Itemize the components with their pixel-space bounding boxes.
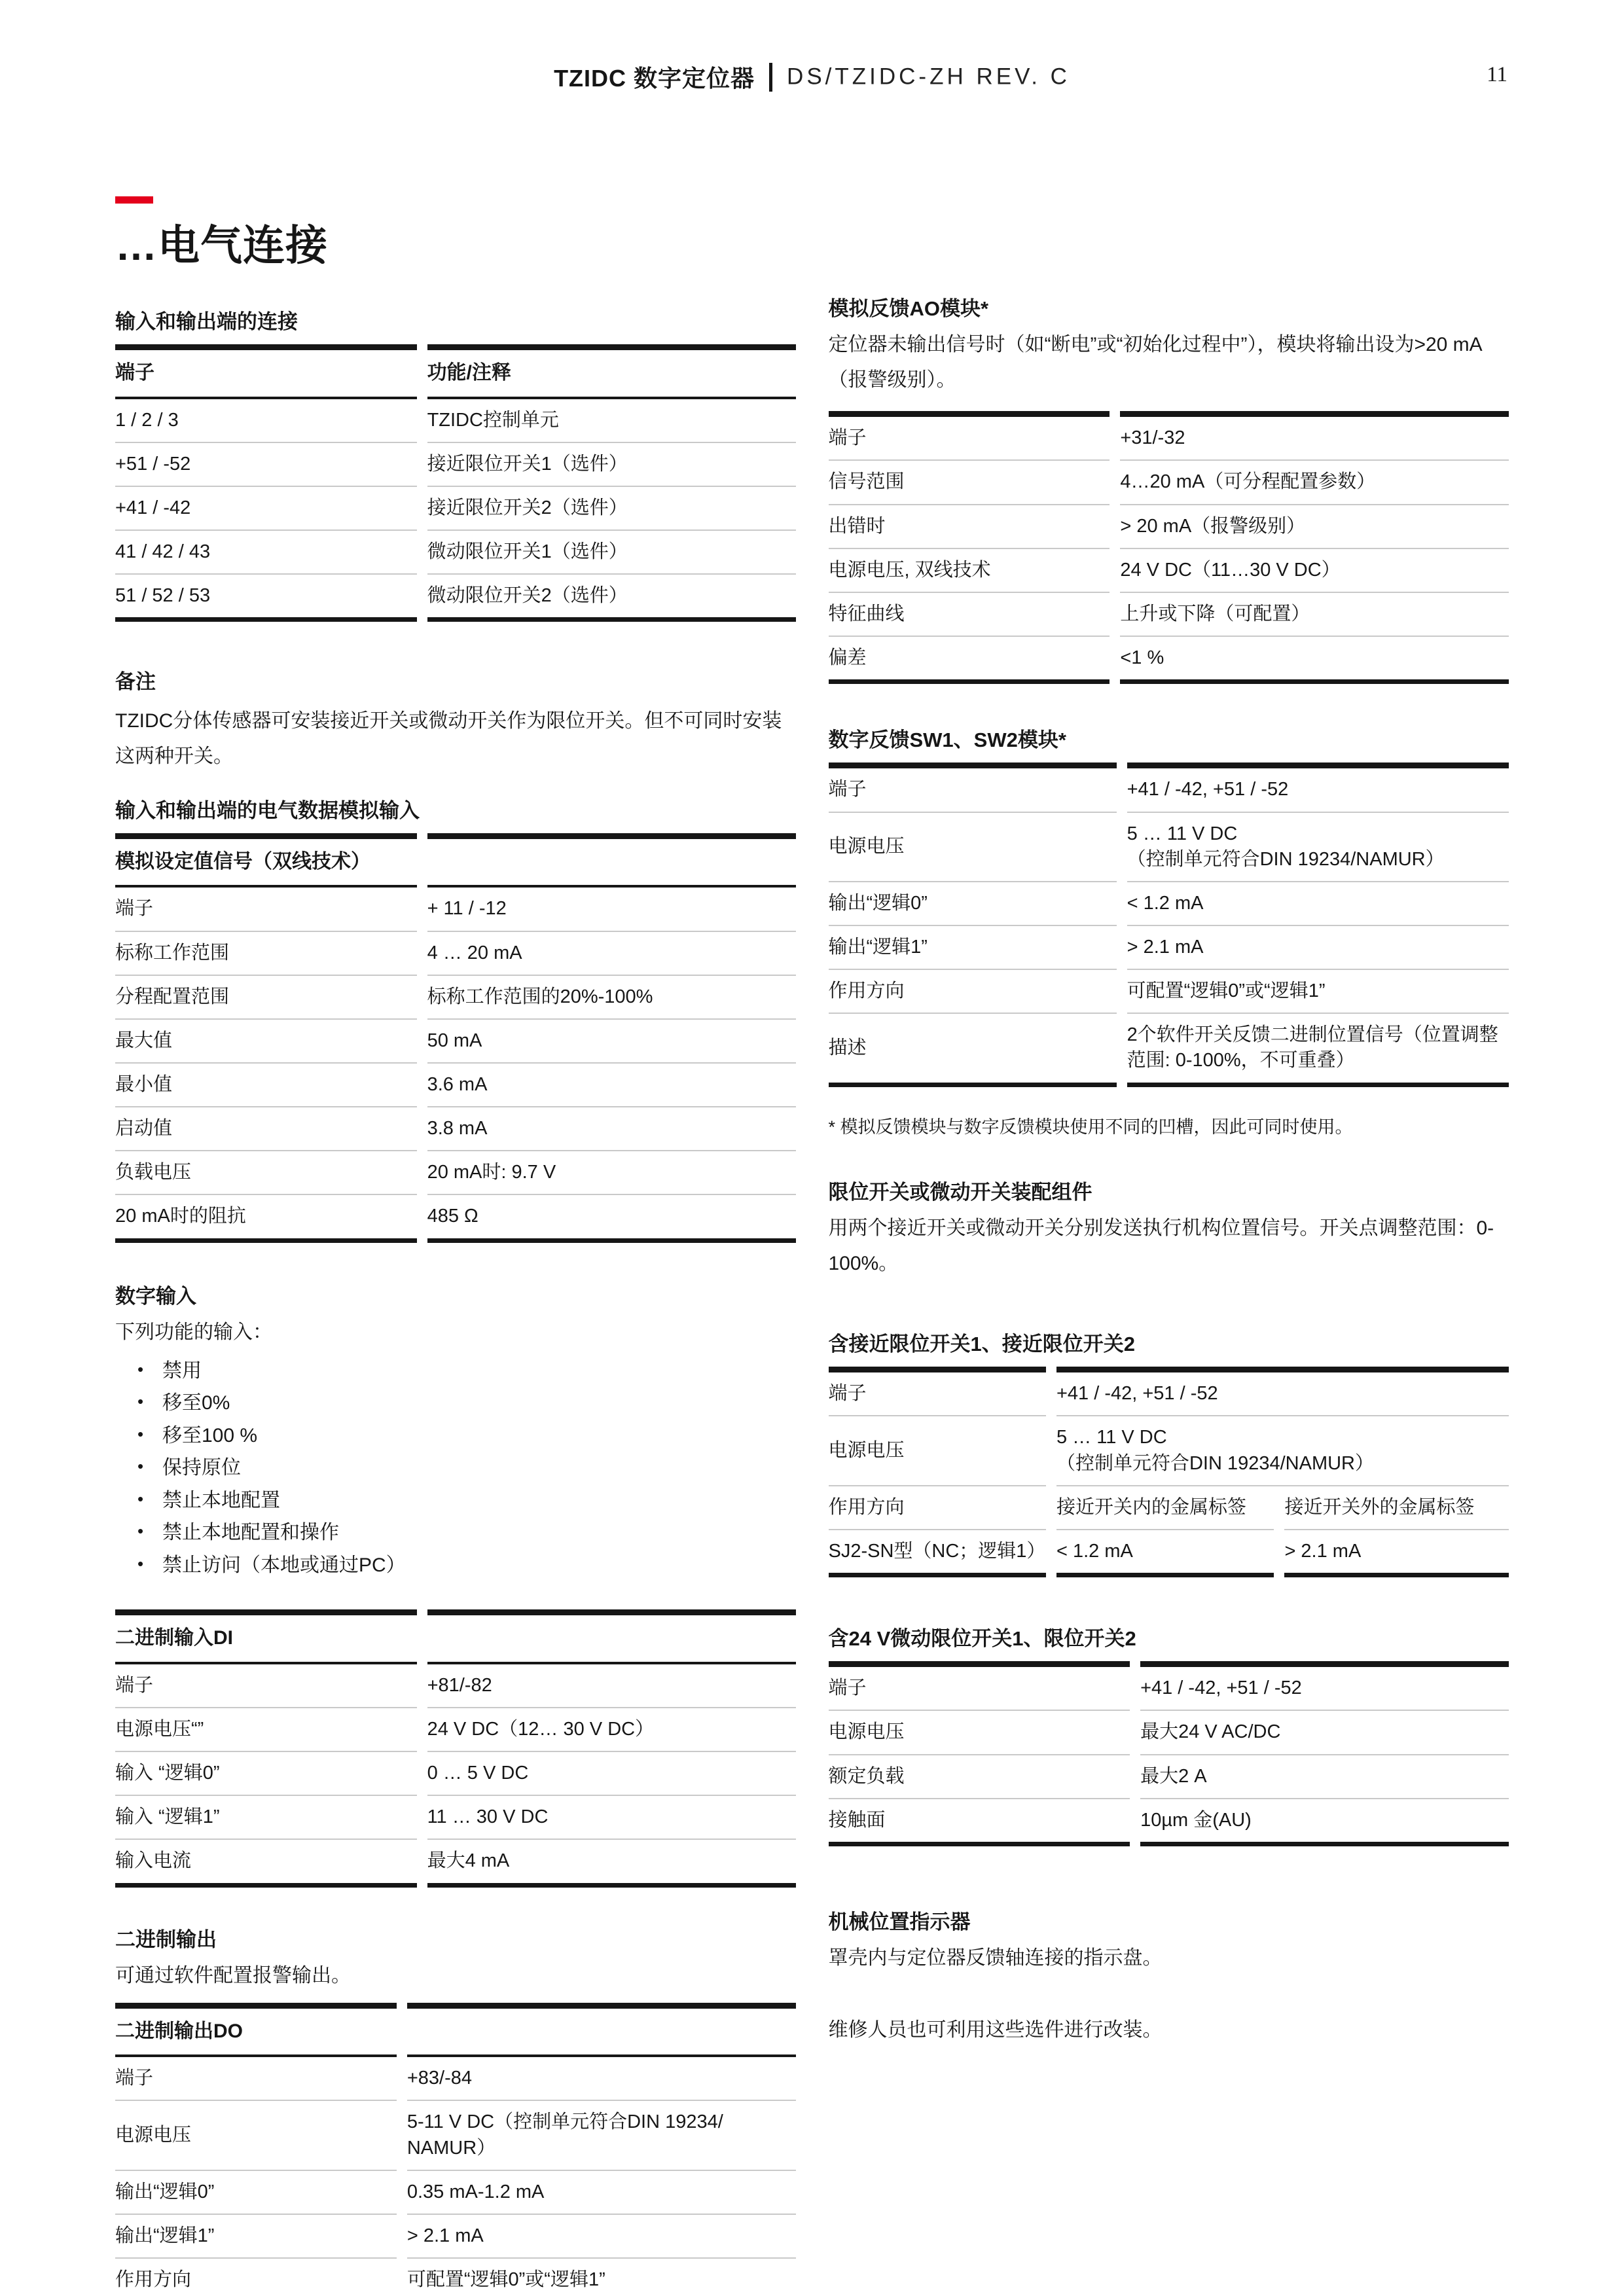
table-row (829, 549, 1509, 593)
proximity-table (818, 1367, 1520, 1577)
spec-value: 最大4 mA (427, 1840, 796, 1887)
analog-input-table (105, 833, 806, 1243)
spec-value: 可配置“逻辑0”或“逻辑1” (1127, 970, 1509, 1014)
table-row (829, 1755, 1509, 1799)
spec-value: 0.35 mA-1.2 mA (407, 2171, 796, 2215)
table-row (115, 1064, 796, 1107)
table-row (115, 2101, 796, 2170)
spec-value: TZIDC控制单元 (427, 399, 796, 443)
spec-value: 20 mA时: 9.7 V (427, 1151, 796, 1195)
spec-label: 端子 (829, 1367, 1046, 1416)
list-item: • 禁止本地配置 (137, 1490, 796, 1513)
spec-value: > 2.1 mA (1127, 926, 1509, 970)
table-row (829, 1416, 1509, 1486)
proximity-heading: 含接近限位开关1、接近限位开关2 (828, 1333, 1135, 1356)
limit-switch-heading: 限位开关或微动开关装配组件 (828, 1180, 1092, 1204)
spec-value: 4 … 20 mA (427, 932, 796, 976)
table-row (829, 411, 1509, 461)
microswitch-table (818, 1661, 1520, 1846)
spec-label: +51 / -52 (115, 443, 417, 487)
table-row (829, 1530, 1509, 1577)
table-row (115, 1752, 796, 1796)
spec-label: 输入 “逻辑1” (115, 1796, 417, 1840)
spec-label: SJ2-SN型（NC；逻辑1） (829, 1530, 1046, 1577)
table-row (115, 976, 796, 1020)
spec-label: 端子 (829, 411, 1110, 461)
spec-value: 微动限位开关2（选件） (427, 575, 796, 622)
spec-label: 端子 (115, 888, 417, 931)
list-item: • 禁止访问（本地或通过PC） (137, 1554, 796, 1577)
table-row (829, 637, 1509, 684)
spec-value: 微动限位开关1（选件） (427, 531, 796, 575)
spec-value-line1: 5 … 11 V DC (1056, 1427, 1167, 1448)
spec-label: 信号范围 (829, 461, 1110, 505)
left-column (115, 0, 796, 2296)
spec-label: 作用方向 (115, 2259, 397, 2296)
spec-value: 11 … 30 V DC (427, 1796, 796, 1840)
spec-label: 输出“逻辑1” (829, 926, 1117, 970)
table-row (115, 2259, 796, 2296)
table-row (115, 1195, 796, 1242)
spec-value: + 11 / -12 (427, 888, 796, 931)
spec-label: 51 / 52 / 53 (115, 575, 417, 622)
spec-label: 偏差 (829, 637, 1110, 684)
spec-value: 24 V DC（11…30 V DC） (1120, 549, 1509, 593)
table-row (115, 531, 796, 575)
table-row (829, 1486, 1509, 1530)
doc-revision: DS/TZIDC-ZH REV. C (787, 63, 1070, 90)
list-item: • 禁用 (137, 1360, 796, 1383)
spec-value: 485 Ω (427, 1195, 796, 1242)
spec-label: 输出“逻辑0” (829, 882, 1117, 926)
table-row (829, 593, 1509, 637)
spec-value: 2个软件开关反馈二进制位置信号（位置调整范围: 0-100%，不可重叠） (1127, 1014, 1509, 1086)
spec-value: 接近限位开关2（选件） (427, 487, 796, 531)
spec-value: 4…20 mA（可分程配置参数） (1120, 461, 1509, 505)
sw-module-heading: 数字反馈SW1、SW2模块* (828, 728, 1066, 752)
spec-value: 标称工作范围的20%-100% (427, 976, 796, 1020)
spec-label: 出错时 (829, 505, 1110, 549)
spec-label: 描述 (829, 1014, 1117, 1086)
spec-value: 50 mA (427, 1020, 796, 1064)
running-header (0, 60, 1624, 94)
table-row (115, 1020, 796, 1064)
spec-value-line1: 5 … 11 V DC (1127, 823, 1238, 844)
table-row (115, 399, 796, 443)
table-row (115, 575, 796, 622)
table-row (115, 487, 796, 531)
spec-label: 最小值 (115, 1064, 417, 1107)
spec-value: > 2.1 mA (407, 2215, 796, 2259)
spec-value: 接近限位开关1（选件） (427, 443, 796, 487)
spec-value: 3.6 mA (427, 1064, 796, 1107)
spec-value (407, 2101, 796, 2170)
spec-value-line2: （控制单元符合DIN 19234/NAMUR） (1127, 848, 1445, 870)
spec-label: 20 mA时的阻抗 (115, 1195, 417, 1242)
spec-value: +41 / -42, +51 / -52 (1140, 1661, 1509, 1711)
table-row (115, 1840, 796, 1887)
doc-title: TZIDC 数字定位器 (554, 65, 755, 92)
analog-input-heading: 输入和输出端的电气数据模拟输入 (115, 798, 420, 822)
table-row (115, 888, 796, 931)
spec-value (1056, 1416, 1509, 1486)
indicator-heading: 机械位置指示器 (828, 1910, 971, 1933)
table-row (115, 2215, 796, 2259)
spec-label: 作用方向 (829, 970, 1117, 1014)
spec-label: 接触面 (829, 1799, 1130, 1846)
spec-value: +41 / -42, +51 / -52 (1127, 762, 1509, 812)
list-item: • 移至0% (137, 1392, 796, 1415)
indicator-text-2: 维修人员也可利用这些选件进行改装。 (828, 2019, 1163, 2041)
spec-label: 最大值 (115, 1020, 417, 1064)
table-row (115, 2171, 796, 2215)
table-row (829, 813, 1509, 882)
spec-value: 接近开关内的金属标签 (1056, 1486, 1274, 1530)
spec-label: 电源电压, 双线技术 (829, 549, 1110, 593)
spec-value: +41 / -42, +51 / -52 (1056, 1367, 1509, 1416)
spec-label: 端子 (829, 762, 1117, 812)
table-row (829, 970, 1509, 1014)
spec-value-line2: （控制单元符合DIN 19234/NAMUR） (1056, 1452, 1374, 1474)
spec-label: 端子 (115, 2057, 397, 2101)
list-item: • 保持原位 (137, 1457, 796, 1480)
spec-value: +81/-82 (427, 1664, 796, 1708)
spec-value: <1 % (1120, 637, 1509, 684)
connections-heading: 输入和输出端的连接 (115, 310, 298, 333)
table-subheader: 二进制输入DI (115, 1609, 417, 1664)
table-header-row (115, 344, 796, 399)
spec-label: 特征曲线 (829, 593, 1110, 637)
table-row (115, 932, 796, 976)
table-row (115, 2057, 796, 2101)
digital-input-list (115, 1360, 796, 1577)
note-text: TZIDC分体传感器可安装接近开关或微动开关作为限位开关。但不可同时安装这两种开关。 (115, 709, 782, 767)
spec-label: 电源电压 (829, 1416, 1046, 1486)
table-row (829, 1799, 1509, 1846)
accent-dash (115, 196, 153, 204)
spec-label: 输入电流 (115, 1840, 417, 1887)
table-row (829, 1661, 1509, 1711)
spec-label: 输出“逻辑0” (115, 2171, 397, 2215)
spec-value: 24 V DC（12… 30 V DC） (427, 1708, 796, 1752)
spec-label: 41 / 42 / 43 (115, 531, 417, 575)
spec-label: 启动值 (115, 1107, 417, 1151)
spec-label: 输入 “逻辑0” (115, 1752, 417, 1796)
table-subheader: 模拟设定值信号（双线技术） (115, 833, 417, 888)
spec-value: 接近开关外的金属标签 (1284, 1486, 1509, 1530)
table-row (829, 505, 1509, 549)
modules-footnote: * 模拟反馈模块与数字反馈模块使用不同的凹槽，因此可同时使用。 (828, 1117, 1353, 1137)
spec-value: 10µm 金(AU) (1140, 1799, 1509, 1846)
table-row (115, 1107, 796, 1151)
limit-switch-intro: 用两个接近开关或微动开关分别发送执行机构位置信号。开关点调整范围：0-100%。 (828, 1217, 1494, 1275)
spec-value: 最大2 A (1140, 1755, 1509, 1799)
digital-input-heading: 数字输入 (115, 1284, 196, 1308)
table-row (115, 1708, 796, 1752)
spec-value: +31/-32 (1120, 411, 1509, 461)
table-subheader-row (115, 2003, 796, 2058)
binary-output-table (105, 2003, 806, 2296)
spec-value: 最大24 V AC/DC (1140, 1711, 1509, 1755)
spec-label: 1 / 2 / 3 (115, 399, 417, 443)
note-heading: 备注 (115, 670, 156, 694)
table-row (829, 926, 1509, 970)
spec-label: +41 / -42 (115, 487, 417, 531)
table-row (115, 1151, 796, 1195)
spec-value: < 1.2 mA (1056, 1530, 1274, 1577)
spec-label: 额定负载 (829, 1755, 1130, 1799)
table-row (829, 762, 1509, 812)
sw-module-table (818, 762, 1520, 1086)
table-subheader-row (115, 833, 796, 888)
table-row (829, 1014, 1509, 1086)
spec-label: 端子 (115, 1664, 417, 1708)
spec-value (1127, 813, 1509, 882)
ao-module-intro: 定位器未输出信号时（如“断电”或“初始化过程中”），模块将输出设为>20 mA（报警级别）。 (828, 334, 1483, 391)
spec-label: 输出“逻辑1” (115, 2215, 397, 2259)
indicator-text-1: 罩壳内与定位器反馈轴连接的指示盘。 (828, 1947, 1163, 1969)
col-terminal: 端子 (115, 344, 417, 399)
spec-value: 3.8 mA (427, 1107, 796, 1151)
table-row (115, 443, 796, 487)
binary-output-intro: 可通过软件配置报警输出。 (115, 1964, 351, 1986)
spec-label: 负载电压 (115, 1151, 417, 1195)
table-row (829, 1367, 1509, 1416)
spec-value: < 1.2 mA (1127, 882, 1509, 926)
binary-output-heading: 二进制输出 (115, 1928, 217, 1951)
table-row (829, 882, 1509, 926)
spec-label: 标称工作范围 (115, 932, 417, 976)
binary-input-table (105, 1609, 806, 1887)
spec-value-line2: NAMUR） (406, 2137, 496, 2159)
page-number: 11 (1487, 63, 1507, 86)
spec-label: 端子 (829, 1661, 1130, 1711)
table-row (115, 1796, 796, 1840)
table-subheader-row (115, 1609, 796, 1664)
spec-value: > 2.1 mA (1284, 1530, 1509, 1577)
table-row (829, 461, 1509, 505)
spec-label: 电源电压 (115, 2101, 397, 2170)
spec-value: 0 … 5 V DC (427, 1752, 796, 1796)
col-function: 功能/注释 (427, 344, 796, 399)
ao-module-table (818, 411, 1520, 684)
page-title: …电气连接 (115, 222, 328, 269)
list-item: • 禁止本地配置和操作 (137, 1522, 796, 1545)
digital-input-intro: 下列功能的输入： (115, 1321, 272, 1343)
spec-value: 可配置“逻辑0”或“逻辑1” (407, 2259, 796, 2296)
spec-label: 分程配置范围 (115, 976, 417, 1020)
spec-label: 作用方向 (829, 1486, 1046, 1530)
spec-value: > 20 mA（报警级别） (1120, 505, 1509, 549)
right-column (829, 0, 1509, 2048)
table-row (115, 1664, 796, 1708)
spec-value: 上升或下降（可配置） (1120, 593, 1509, 637)
connections-table (105, 344, 806, 622)
table-row (829, 1711, 1509, 1755)
table-subheader: 二进制输出DO (115, 2003, 397, 2058)
spec-label: 电源电压 (829, 1711, 1130, 1755)
microswitch-heading: 含24 V微动限位开关1、限位开关2 (828, 1627, 1136, 1651)
spec-label: 电源电压 (829, 813, 1117, 882)
ao-module-heading: 模拟反馈AO模块* (828, 297, 989, 320)
spec-label: 电源电压“” (115, 1708, 417, 1752)
spec-value-line1: 5-11 V DC（控制单元符合DIN 19234/ (406, 2111, 723, 2133)
list-item: • 移至100 % (137, 1425, 796, 1448)
spec-value: +83/-84 (407, 2057, 796, 2101)
header-divider (769, 63, 772, 92)
